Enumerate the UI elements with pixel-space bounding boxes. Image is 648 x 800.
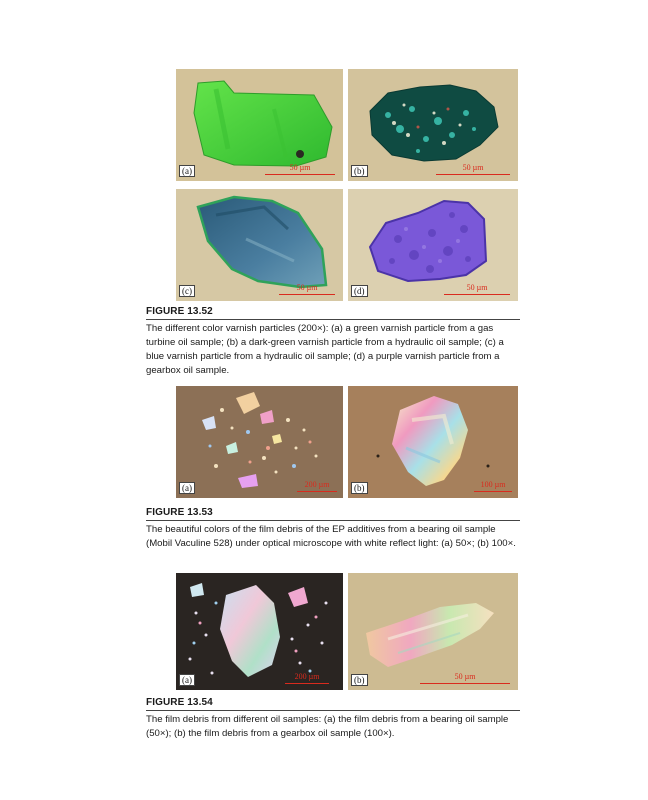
figure-caption: The film debris from different oil samples: (a) the film debris from a bearing oil sample (50×); (b) the film debris from a gearbox oil sample (100×). bbox=[146, 714, 509, 739]
caption-rule bbox=[146, 319, 520, 320]
scale-bar bbox=[436, 161, 510, 175]
figure-label: FIGURE 13.52 bbox=[146, 306, 213, 317]
scale-bar-line bbox=[444, 294, 510, 296]
panel-label: (b) bbox=[351, 165, 368, 177]
panel-label: (a) bbox=[179, 482, 195, 494]
panel-label: (b) bbox=[351, 674, 368, 686]
panel-label: (b) bbox=[351, 482, 368, 494]
scale-bar-text: 200 µm bbox=[294, 672, 320, 681]
caption-rule bbox=[146, 710, 520, 711]
panel-label: (a) bbox=[179, 674, 195, 686]
scale-bar-line bbox=[279, 294, 335, 296]
figure-13-52-panel-a bbox=[176, 69, 343, 181]
scale-bar-line bbox=[436, 174, 510, 176]
figure-13-52-panel-c bbox=[176, 189, 343, 301]
scale-bar-text: 50 µm bbox=[289, 163, 311, 172]
scale-bar-line bbox=[265, 174, 335, 176]
scale-bar bbox=[265, 161, 335, 175]
scale-bar-line bbox=[285, 683, 329, 685]
figure-13-53-panel-a bbox=[176, 386, 343, 498]
scale-bar bbox=[279, 281, 335, 295]
scale-bar bbox=[474, 478, 512, 492]
panel-label: (c) bbox=[179, 285, 195, 297]
scale-bar-text: 50 µm bbox=[466, 283, 488, 292]
scale-bar-text: 200 µm bbox=[304, 480, 330, 489]
scale-bar-text: 50 µm bbox=[462, 163, 484, 172]
figure-caption: The beautiful colors of the film debris of the EP additives from a bearing oil sample (Mobil Vaculine 528) under optical microscope with white reflect light: (a) 50×; (b) 100×. bbox=[146, 524, 516, 549]
figure-13-54-panel-a bbox=[176, 573, 343, 690]
scale-bar bbox=[420, 670, 510, 684]
panel-label: (a) bbox=[179, 165, 195, 177]
scale-bar-line bbox=[474, 491, 512, 493]
panel-label: (d) bbox=[351, 285, 368, 297]
figure-label: FIGURE 13.54 bbox=[146, 697, 213, 708]
figure-caption: The different color varnish particles (200×): (a) a green varnish particle from a gas turbine oil sample; (b) a dark-green varnish particle from a hydraulic oil sample; (c) a blue varnish particle from a hydraulic oil sample; (d) a purple varnish particle from a gearbox oil sample. bbox=[146, 323, 504, 376]
figure-label: FIGURE 13.53 bbox=[146, 507, 213, 518]
figure-13-53-panel-b bbox=[348, 386, 518, 498]
scale-bar bbox=[444, 281, 510, 295]
scale-bar-line bbox=[297, 491, 337, 493]
scale-bar-line bbox=[420, 683, 510, 685]
figure-13-54-panel-b bbox=[348, 573, 518, 690]
figure-13-52-panel-b bbox=[348, 69, 518, 181]
scale-bar bbox=[297, 478, 337, 492]
caption-rule bbox=[146, 520, 520, 521]
scale-bar bbox=[285, 670, 329, 684]
figure-13-52-panel-d bbox=[348, 189, 518, 301]
scale-bar-text: 50 µm bbox=[296, 283, 318, 292]
scale-bar-text: 100 µm bbox=[480, 480, 506, 489]
scale-bar-text: 50 µm bbox=[454, 672, 476, 681]
